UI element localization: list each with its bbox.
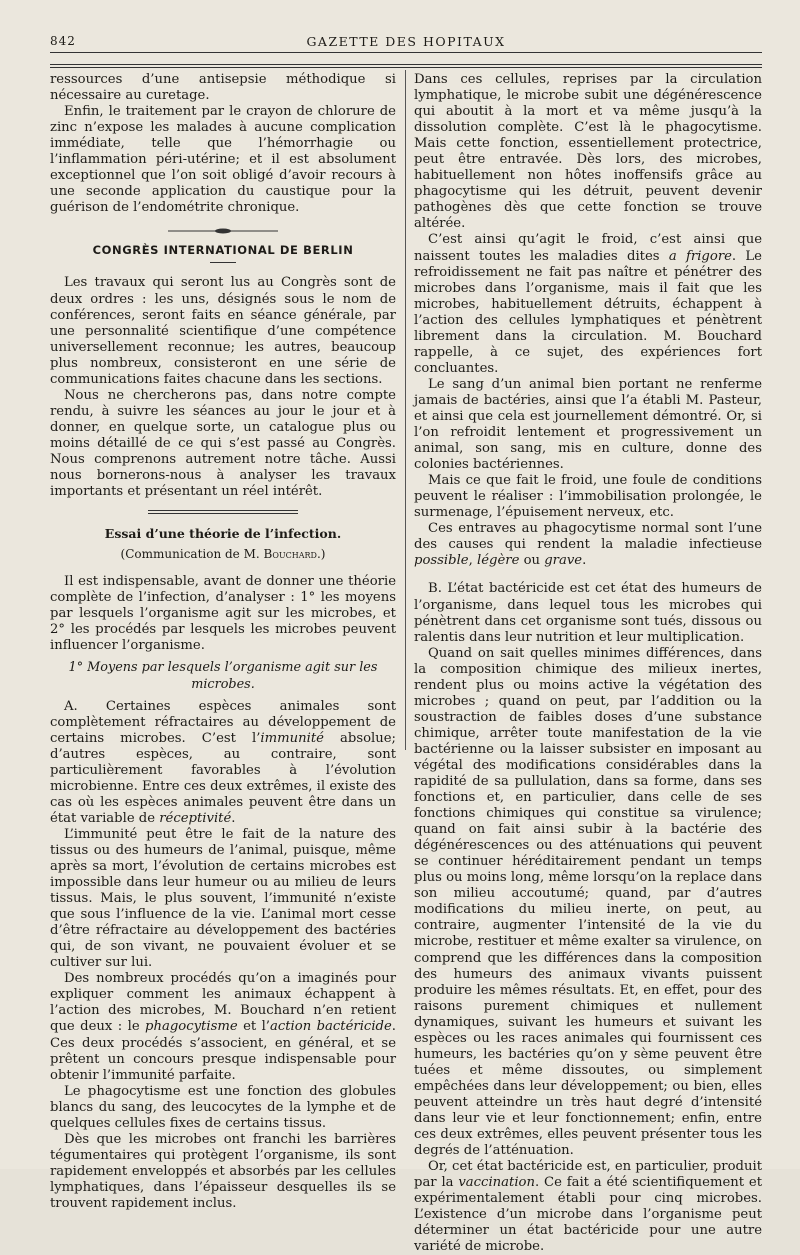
left-column: [50, 72, 396, 1212]
paragraph: Mais ce que fait le froid, une foule de conditions peuvent le réaliser : l’immobilisation prolongée, le surmenage, l’épuisement nerveux, etc.: [414, 473, 762, 521]
journal-title: GAZETTE DES HOPITAUX: [306, 34, 506, 49]
paragraph: C’est ainsi qu’agit le froid, c’est ainsi que naissent toutes les maladies dites a frigore. Le refroidissement ne fait pas naître et pénétrer des microbes dans l’organisme, mais il fait que les microbes, habituellement détruits, échappent à l’action des cellules lymphatiques et pénètrent librement dans la circulation. M. Bouchard rappelle, à ce sujet, des expériences fort concluantes.: [414, 232, 762, 376]
section-title-congres: CONGRÈS INTERNATIONAL DE BERLIN: [92, 243, 354, 258]
paragraph: B. L’état bactéricide est cet état des humeurs de l’organisme, dans lequel tous les microbes qui pénètrent dans cet organisme sont tués, dissous ou ralentis dans leur nutrition et leur multiplication.: [414, 581, 762, 645]
paragraph: Dès que les microbes ont franchi les barrières tégumentaires qui protègent l’organisme, ils sont rapidement enveloppés et absorbés par les cellules lymphatiques, dans l’épaisseur desquelles ils se trouvent rapidement inclus.: [50, 1131, 396, 1211]
paragraph: Ces entraves au phagocytisme normal sont l’une des causes qui rendent la maladie infectieuse possible, légère ou grave.: [414, 521, 762, 569]
page-number: 842: [50, 34, 76, 48]
paragraph: Nous ne chercherons pas, dans notre compte rendu, à suivre les séances au jour le jour et à donner, en quelque sorte, un catalogue plus ou moins détaillé de ce qui s’est passé au Congrès. Nous comprenons autrement notre tâche. Aussi nous bornerons-nous à analyser les travaux importants et présentant un réel intérêt.: [50, 387, 396, 500]
author-name: Bouchard: [263, 547, 317, 562]
paragraph: Les travaux qui seront lus au Congrès sont de deux ordres : les uns, désignés sous le nom de conférences, seront faits en séance générale, par une personnalité scientifique d’une compétence universellement reconnue; les autres, beaucoup plus nombreux, consisteront en une série de communications faites chacune dans les sections.: [50, 275, 396, 387]
short-rule: [210, 262, 236, 263]
paragraph: Dans ces cellules, reprises par la circulation lymphatique, le microbe subit une dégénérescence qui aboutit à la mort et va même jusqu’à la dissolution complète. C’est là le phagocytisme. Mais cette fonction, essentiellement protectrice, peut être entravée. Dès lors, des microbes, habituellement non hôtes inoffensifs grâce au phagocytisme qui les détruit, peuvent devenir pathogènes dès que cette fonction se trouve altérée.: [414, 72, 762, 232]
column-divider: [405, 70, 406, 750]
paragraph: Quand on sait quelles minimes différences, dans la composition chimique des milieux inertes, rendent plus ou moins active la végétation des microbes ; quand on peut, par l’addition ou la soustraction de faibles doses d’une substance chimique, arrêter toute manifestation de la vie bactérienne ou la laisser subsister en imposant au végétal des modifications considérables dans la rapidité de sa pullulation, dans sa forme, dans ses fonctions et, en particulier, dans celle de ses fonctions chimiques qui constitue sa virulence; quand on fait ainsi subir à la bactérie des dégénérescences ou des atténuations qui peuvent se continuer héréditairement pendant un temps plus ou moins long, même lorsqu’on la replace dans son milieu accoutumé; quand, par d’autres modifications du milieu inerte, on peut, au contraire, augmenter l’intensité de la vie du microbe, restituer et même exalter sa virulence, on comprend que les différences dans la composition des humeurs des animaux vivants puissent produire les mêmes résultats. Et, en effet, pour des raisons purement chimiques et nullement dynamiques, suivant les humeurs et suivant les espèces ou les races animales qui fournissent ces humeurs, les bactéries qu’on y sème peuvent être tuées et même dissoutes, ou simplement empêchées dans leur développement; ou bien, elles peuvent atteindre un très haut degré d’intensité dans leur vie et leur fonctionnement; enfin, entre ces deux extrêmes, elles peuvent présenter tous les degrés de l’atténuation.: [414, 645, 762, 1159]
right-column: [414, 72, 762, 1255]
page-header: [50, 28, 762, 50]
paragraph: Le sang d’un animal bien portant ne renferme jamais de bactéries, ainsi que l’a établi M. Pasteur, et ainsi que cela est journellement démontré. Or, si l’on refroidit lentement et progressivement un animal, son sang, mis en culture, donne des colonies bactériennes.: [414, 376, 762, 473]
header-rule: [50, 52, 762, 53]
subsection-title: 1° Moyens par lesquels l’organisme agit sur les microbes.: [68, 660, 378, 692]
paragraph: L’immunité peut être le fait de la nature des tissus ou des humeurs de l’animal, puisque, même après sa mort, l’évolution de certains microbes est impossible dans leur humeur ou au milieu de leurs tissus. Mais, le plus souvent, l’immunité n’existe que sous l’influence de la vie. L’animal mort cesse d’être réfractaire au développement des bactéries qui, de son vivant, ne pouvaient évoluer et se cultiver sur lui.: [50, 826, 396, 971]
communication-byline: (Communication de M. Bouchard.): [120, 547, 326, 562]
ornament-divider: [168, 226, 278, 236]
paragraph: ressources d’une antisepsie méthodique si nécessaire au curetage.: [50, 72, 396, 104]
paragraph: Enfin, le traitement par le crayon de chlorure de zinc n’expose les malades à aucune complication immédiate, telle que l’hémorrhagie ou l’inflammation péri-utérine; et il est absolument exceptionnel que l’on soit obligé d’avoir recours à une seconde application du caustique pour la guérison de l’endométrite chronique.: [50, 104, 396, 216]
article-title: Essai d’une théorie de l’infection.: [104, 526, 342, 542]
paragraph: Il est indispensable, avant de donner une théorie complète de l’infection, d’analyser : 1° les moyens par lesquels l’organisme agit sur les microbes, et 2° les procédés par lesquels les microbes peuvent influencer l’organisme.: [50, 574, 396, 654]
paragraph: Le phagocytisme est une fonction des globules blancs du sang, des leucocytes de la lymphe et de quelques cellules fixes de certains tissus.: [50, 1083, 396, 1131]
section-divider: [148, 510, 298, 514]
paragraph: Or, cet état bactéricide est, en particulier, produit par la vaccination. Ce fait a été scientifiquement et expérimentalement établi pour cinq microbes. L’existence d’un microbe dans l’organisme peut déterminer un état bactéricide pour une autre variété de microbe.: [414, 1159, 762, 1255]
top-double-rule: [50, 64, 762, 70]
spacer: [414, 569, 762, 581]
paragraph: Des nombreux procédés qu’on a imaginés pour expliquer comment les animaux échappent à l’action des microbes, M. Bouchard n’en retient que deux : le phagocytisme et l’action bactéricide. Ces deux procédés s’associent, en général, et se prêtent un concours presque indispensable pour obtenir l’immunité parfaite.: [50, 971, 396, 1083]
paragraph: A. Certaines espèces animales sont complètement réfractaires au développement de certains microbes. C’est l’immunité absolue; d’autres espèces, au contraire, sont particulièrement favorables à l’évolution microbienne. Entre ces deux extrêmes, il existe des cas où les espèces animales peuvent être dans un état variable de réceptivité.: [50, 698, 396, 826]
